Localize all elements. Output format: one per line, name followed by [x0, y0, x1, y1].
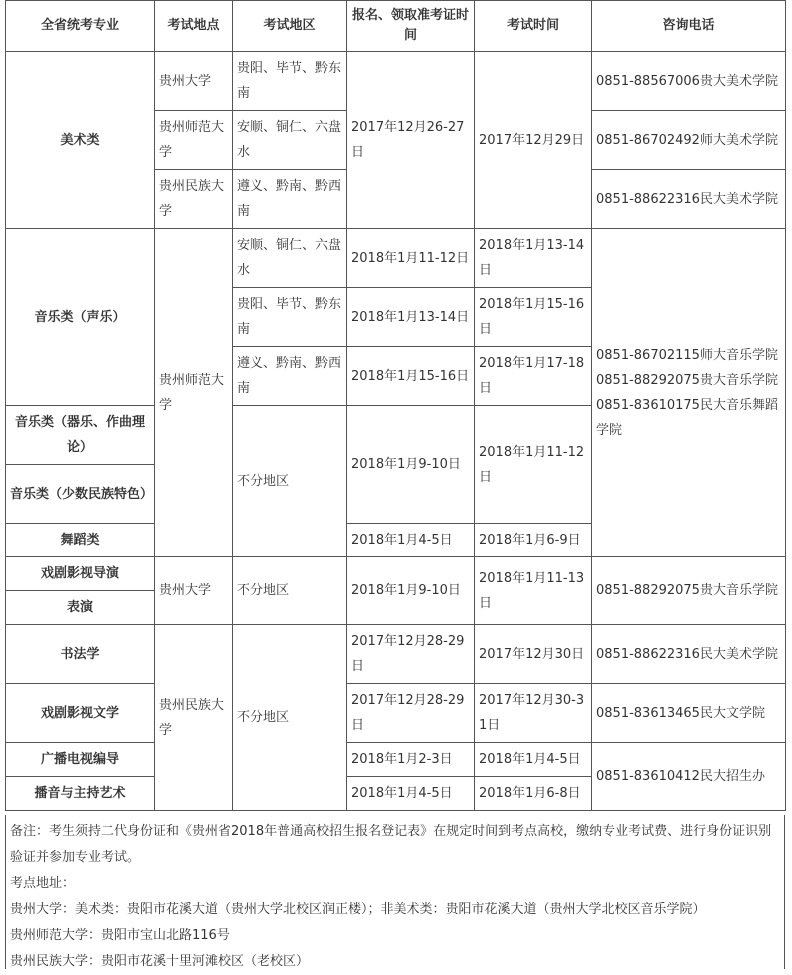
major-music-vocal: 音乐类（声乐）	[6, 229, 155, 406]
major-art: 美术类	[6, 52, 155, 229]
register-cell: 2017年12月28-29日	[347, 625, 475, 684]
major-dance: 舞蹈类	[6, 524, 155, 557]
register-cell: 2018年1月4-5日	[347, 777, 475, 811]
exam-cell: 2018年1月15-16日	[475, 288, 592, 347]
major-tv-directing: 广播电视编导	[6, 743, 155, 777]
phone-cell: 0851-83610412民大招生办	[592, 743, 786, 811]
header-row	[6, 1, 786, 52]
header-phone: 咨询电话	[592, 1, 786, 52]
location-cell: 贵州大学	[155, 557, 233, 625]
table-row	[6, 557, 786, 591]
exam-schedule	[5, 0, 785, 811]
phone-cell: 0851-86702492师大美术学院	[592, 111, 786, 170]
exam-cell: 2018年1月17-18日	[475, 347, 592, 406]
register-cell: 2018年1月11-12日	[347, 229, 475, 288]
exam-cell: 2017年12月30日	[475, 625, 592, 684]
major-calligraphy: 书法学	[6, 625, 155, 684]
phone-cell: 0851-88622316民大美术学院	[592, 170, 786, 229]
region-cell: 安顺、铜仁、六盘水	[233, 229, 347, 288]
phone-cell: 0851-88567006贵大美术学院	[592, 52, 786, 111]
register-cell: 2018年1月13-14日	[347, 288, 475, 347]
table-row	[6, 625, 786, 684]
region-cell: 贵阳、毕节、黔东南	[233, 52, 347, 111]
note-line: 备注：考生须持二代身份证和《贵州省2018年普通高校招生报名登记表》在规定时间到考点高校，缴纳专业考试费、进行身份证识别验证并参加专业考试。	[10, 824, 772, 865]
table-row	[6, 743, 786, 777]
major-broadcasting-hosting: 播音与主持艺术	[6, 777, 155, 811]
phone-cell	[592, 229, 786, 557]
exam-cell: 2017年12月30-31日	[475, 684, 592, 743]
exam-cell: 2018年1月4-5日	[475, 743, 592, 777]
header-region: 考试地区	[233, 1, 347, 52]
header-register-time: 报名、领取准考证时间	[347, 1, 475, 52]
region-cell: 遵义、黔南、黔西南	[233, 347, 347, 406]
header-exam-time: 考试时间	[475, 1, 592, 52]
register-cell: 2018年1月9-10日	[347, 557, 475, 625]
region-cell: 不分地区	[233, 557, 347, 625]
phone-line: 0851-88292075贵大音乐学院	[596, 372, 778, 388]
register-cell: 2017年12月26-27日	[347, 52, 475, 229]
header-major: 全省统考专业	[6, 1, 155, 52]
major-music-ethnic: 音乐类（少数民族特色）	[6, 465, 155, 524]
exam-cell: 2018年1月11-13日	[475, 557, 592, 625]
region-cell: 遵义、黔南、黔西南	[233, 170, 347, 229]
location-cell: 贵州师范大学	[155, 229, 233, 557]
major-acting: 表演	[6, 591, 155, 625]
phone-cell: 0851-88292075贵大音乐学院	[592, 557, 786, 625]
table-row	[6, 52, 786, 111]
note-line: 贵州大学：美术类：贵阳市花溪大道（贵州大学北校区润正楼）；非美术类：贵阳市花溪大道（贵州大学北校区音乐学院）	[10, 902, 706, 917]
register-cell: 2018年1月4-5日	[347, 524, 475, 557]
exam-cell: 2018年1月6-8日	[475, 777, 592, 811]
phone-cell: 0851-83613465民大文学院	[592, 684, 786, 743]
exam-cell: 2017年12月29日	[475, 52, 592, 229]
location-cell: 贵州民族大学	[155, 625, 233, 811]
region-cell: 不分地区	[233, 625, 347, 811]
note-line: 考点地址：	[10, 876, 76, 891]
table-row	[6, 229, 786, 288]
exam-schedule-table	[5, 0, 786, 811]
major-drama-literature: 戏剧影视文学	[6, 684, 155, 743]
major-drama-directing: 戏剧影视导演	[6, 557, 155, 591]
header-location: 考试地点	[155, 1, 233, 52]
note-line: 贵州师范大学：贵阳市宝山北路116号	[10, 928, 230, 943]
register-cell: 2018年1月15-16日	[347, 347, 475, 406]
exam-cell: 2018年1月13-14日	[475, 229, 592, 288]
register-cell: 2017年12月28-29日	[347, 684, 475, 743]
region-cell: 安顺、铜仁、六盘水	[233, 111, 347, 170]
note-line: 贵州民族大学：贵阳市花溪十里河滩校区（老校区）	[10, 954, 310, 969]
region-cell: 不分地区	[233, 406, 347, 557]
phone-line: 0851-83610175民大音乐舞蹈学院	[596, 397, 778, 438]
register-cell: 2018年1月2-3日	[347, 743, 475, 777]
location-cell: 贵州民族大学	[155, 170, 233, 229]
exam-cell: 2018年1月11-12日	[475, 406, 592, 524]
register-cell: 2018年1月9-10日	[347, 406, 475, 524]
notes-section	[5, 815, 785, 969]
location-cell: 贵州大学	[155, 52, 233, 111]
location-cell: 贵州师范大学	[155, 111, 233, 170]
phone-cell: 0851-88622316民大美术学院	[592, 625, 786, 684]
region-cell: 贵阳、毕节、黔东南	[233, 288, 347, 347]
table-row	[6, 684, 786, 743]
major-music-instrument: 音乐类（器乐、作曲理论）	[6, 406, 155, 465]
phone-line: 0851-86702115师大音乐学院	[596, 347, 778, 363]
exam-cell: 2018年1月6-9日	[475, 524, 592, 557]
